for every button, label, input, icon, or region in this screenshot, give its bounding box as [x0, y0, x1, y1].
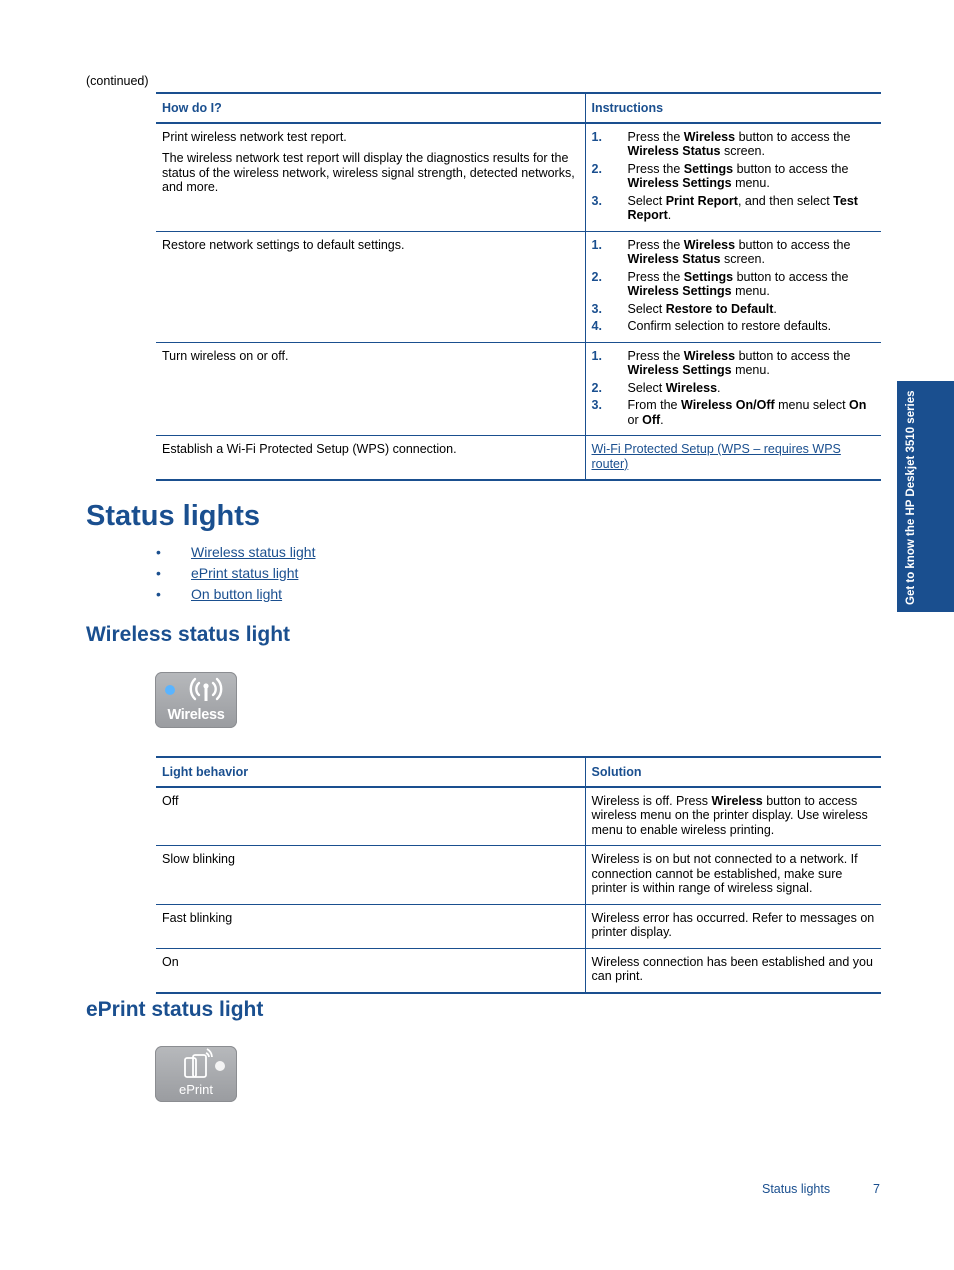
table-header-row — [156, 757, 881, 787]
task-text: Print wireless network test report. — [162, 129, 347, 144]
solution-cell: Wireless is on but not connected to a network. If connection cannot be established, make sure printer is within range of wireless signal. — [585, 846, 881, 905]
task-cell — [156, 231, 585, 342]
behavior-cell: Slow blinking — [156, 846, 585, 905]
eprint-button-image — [155, 1046, 237, 1102]
column-header: Light behavior — [156, 757, 585, 787]
solution-cell: Wireless is off. Press Wireless button to access wireless menu on the printer display. Use wireless menu to enable wireless printing. — [585, 787, 881, 846]
behavior-cell: Fast blinking — [156, 904, 585, 948]
step-item: 3. Select Print Report, and then select Test Report. — [591, 193, 858, 222]
list-item — [156, 565, 315, 586]
task-cell — [156, 342, 585, 436]
page-title: Status lights — [86, 500, 261, 532]
solution-cell: Wireless error has occurred. Refer to messages on printer display. — [585, 904, 881, 948]
behavior-cell: Off — [156, 787, 585, 846]
eprint-button-label: ePrint — [179, 1082, 213, 1097]
footer-section-label: Status lights — [762, 1182, 831, 1196]
column-header: Instructions — [585, 93, 881, 123]
table-header-row — [156, 93, 881, 123]
task-text: Establish a Wi-Fi Protected Setup (WPS) connection. — [162, 442, 457, 456]
step-item: 1. Press the Wireless button to access the Wireless Status screen. — [591, 237, 851, 266]
eprint-heading: ePrint status light — [86, 998, 264, 1021]
bullet-icon: • — [156, 565, 161, 581]
solution-cell: Wireless connection has been established and you can print. — [585, 948, 881, 993]
wireless-light-table — [156, 756, 881, 994]
table-row — [156, 436, 881, 481]
chapter-tab-label: Get to know the HP Deskjet 3510 series — [905, 390, 917, 605]
step-item: 2. Select Wireless. — [591, 380, 721, 395]
on-button-light-link[interactable]: On button light — [191, 586, 283, 602]
step-item: 3. From the Wireless On/Off menu select On or Off. — [591, 398, 867, 427]
step-item: 4. Confirm selection to restore defaults. — [591, 319, 832, 333]
instructions-cell — [585, 231, 881, 342]
instructions-cell — [585, 436, 881, 481]
continued-label: (continued) — [86, 74, 149, 88]
table-row — [156, 342, 881, 436]
chapter-side-tab — [897, 381, 954, 612]
bullet-icon: • — [156, 544, 161, 560]
column-header: Solution — [585, 757, 881, 787]
page-number: 7 — [873, 1182, 880, 1196]
table-row — [156, 846, 881, 905]
list-item — [156, 544, 315, 565]
network-tasks-table — [156, 92, 881, 481]
task-cell — [156, 436, 585, 481]
task-cell — [156, 123, 585, 232]
step-item: 2. Press the Settings button to access the Wireless Settings menu. — [591, 161, 849, 190]
table-row — [156, 948, 881, 993]
step-item: 1. Press the Wireless button to access the Wireless Settings menu. — [591, 348, 851, 377]
task-note: The wireless network test report will display the diagnostics results for the status of the wireless network, wireless signal strength, detected networks, and more. — [162, 151, 575, 194]
steps-list — [592, 130, 876, 223]
step-item: 1. Press the Wireless button to access the Wireless Status screen. — [591, 129, 851, 158]
task-text: Turn wireless on or off. — [162, 348, 289, 363]
wireless-status-light-link[interactable]: Wireless status light — [191, 544, 316, 560]
instructions-cell — [585, 342, 881, 436]
wps-setup-link[interactable]: Wi-Fi Protected Setup (WPS – requires WPS router) — [591, 442, 841, 471]
column-header: How do I? — [156, 93, 585, 123]
section-links — [156, 544, 315, 607]
eprint-status-light-link[interactable]: ePrint status light — [191, 565, 299, 581]
steps-list — [592, 349, 876, 428]
task-text: Restore network settings to default settings. — [162, 237, 405, 252]
table-row — [156, 904, 881, 948]
behavior-cell: On — [156, 948, 585, 993]
wireless-button-label: Wireless — [167, 707, 225, 723]
table-row — [156, 231, 881, 342]
wireless-heading: Wireless status light — [86, 623, 291, 646]
steps-list — [592, 238, 876, 334]
instructions-cell — [585, 123, 881, 232]
step-item: 2. Press the Settings button to access the Wireless Settings menu. — [591, 269, 849, 298]
bullet-icon: • — [156, 586, 161, 602]
table-row — [156, 787, 881, 846]
list-item — [156, 586, 315, 607]
wireless-button-image — [155, 672, 237, 728]
table-row — [156, 123, 881, 232]
step-item: 3. Select Restore to Default. — [591, 301, 777, 316]
